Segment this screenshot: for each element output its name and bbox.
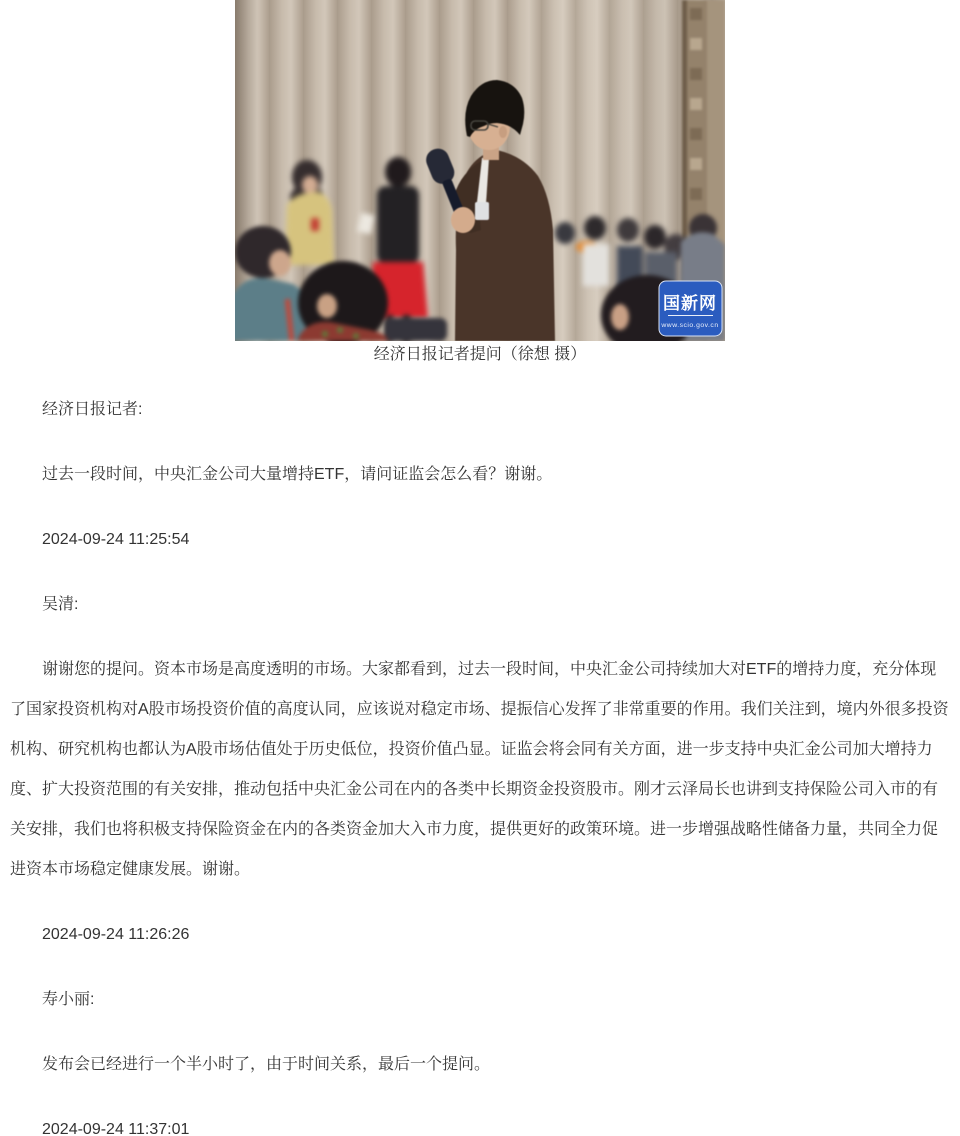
speaker-name-jingji-reporter: 经济日报记者: [42, 401, 143, 418]
timestamp: 2024-09-24 11:37:01 [42, 1121, 190, 1136]
question-paragraph: 过去一段时间，中央汇金公司大量增持ETF，请问证监会怎么看？谢谢。 [42, 466, 553, 483]
watermark-site-name: 国新网 [663, 294, 717, 313]
closing-paragraph: 发布会已经进行一个半小时了，由于时间关系，最后一个提问。 [42, 1056, 491, 1073]
photo-caption: 经济日报记者提问（徐想 摄） [373, 346, 587, 363]
timestamp: 2024-09-24 11:25:54 [42, 531, 190, 548]
speaker-name-wu-qing: 吴清: [42, 596, 79, 613]
answer-paragraph: 谢谢您的提问。资本市场是高度透明的市场。大家都看到，过去一段时间，中央汇金公司持续加大对ETF的增持力度，充分体现了国家投资机构对A股市场投资价值的高度认同，应该说对稳定市场、提振信心发挥了非常重要的作用。我们关注到，境内外很多投资机构、研究机构也都认为A股市场估值处于历史低位，投资价值凸显。证监会将会同有关方面，进一步支持中央汇金公司加大增持力度、扩大投资范围的有关安排，推动包括中央汇金公司在内的各类中长期资金投资股市。刚才云泽局长也讲到支持保险公司入市的有关安排，我们也将积极支持保险资金在内的各类资金加大入市力度，提供更好的政策环境。进一步增强战略性储备力量，共同全力促进资本市场稳定健康发展。谢谢。 [10, 661, 949, 878]
questioning-reporter-figure [423, 80, 555, 341]
scio-watermark-logo [659, 281, 722, 336]
hand [451, 207, 475, 233]
photo-scene [235, 0, 725, 341]
transcript-content [0, 390, 960, 1136]
press-conference-photo [235, 0, 725, 341]
timestamp: 2024-09-24 11:26:26 [42, 926, 190, 943]
speaker-name-shou-xiaoli: 寿小丽: [42, 991, 95, 1008]
watermark-site-url: www.scio.gov.cn [661, 322, 719, 329]
